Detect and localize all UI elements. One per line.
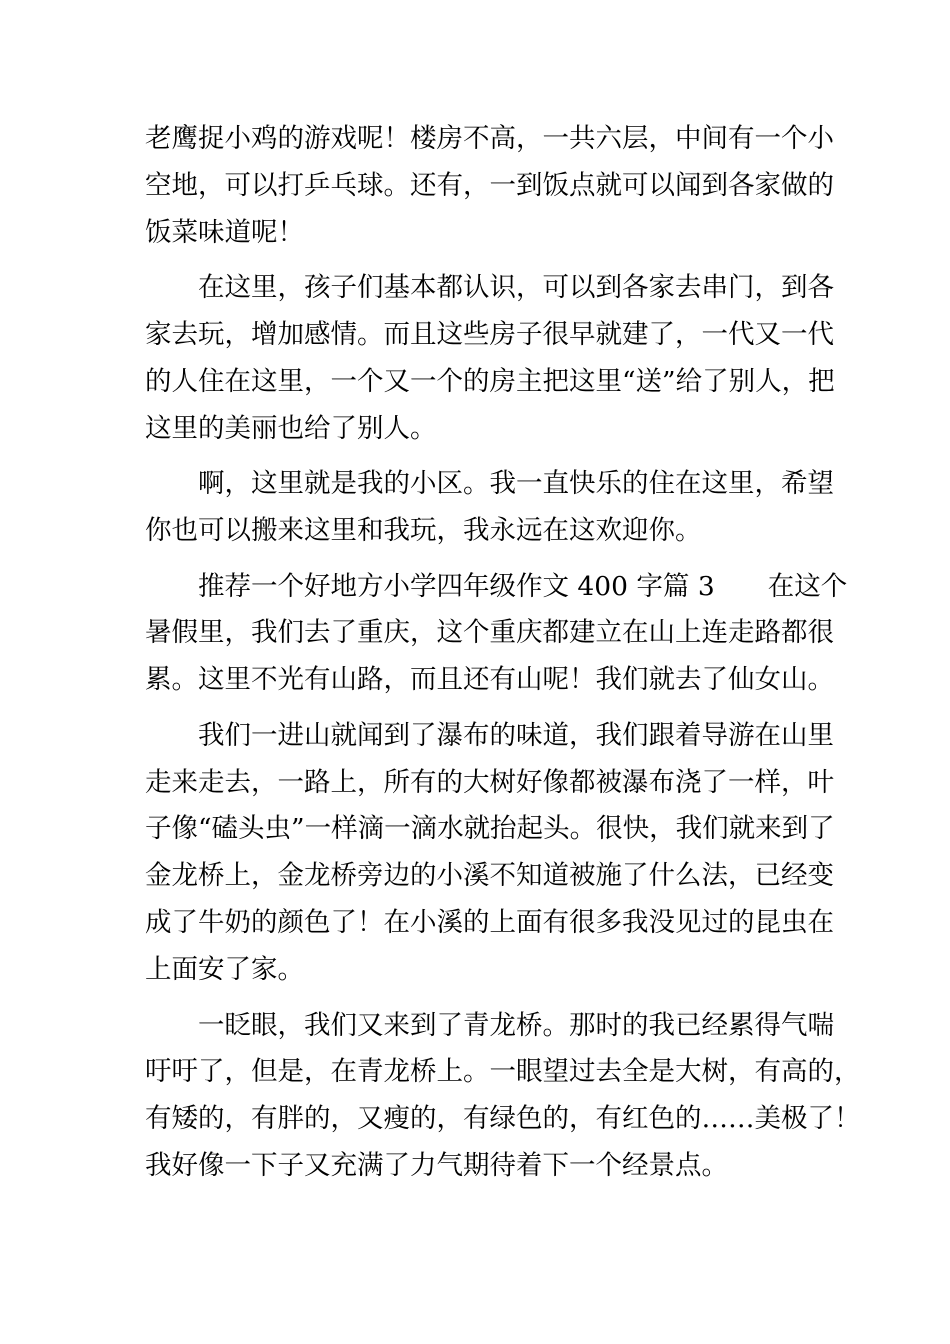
paragraph-2	[145, 265, 835, 453]
text-line: 一眨眼，我们又来到了青龙桥。那时的我已经累得气喘	[198, 1009, 834, 1041]
text-line: 吁吁了，但是，在青龙桥上。一眼望过去全是大树，有高的，	[145, 1056, 861, 1088]
text-line: 饭菜味道呢！	[145, 216, 304, 248]
text-line: 你也可以搬来这里和我玩，我永远在这欢迎你。	[145, 515, 702, 547]
paragraph-5	[145, 713, 835, 994]
text-line: 成了牛奶的颜色了！在小溪的上面有很多我没见过的昆虫在	[145, 907, 834, 939]
text-line: 我们一进山就闻到了瀑布的味道，我们跟着导游在山里	[198, 719, 834, 751]
text-line: 在这里，孩子们基本都认识，可以到各家去串门，到各	[198, 272, 834, 304]
text-line: 子像“磕头虫”一样滴一滴水就抬起头。很快，我们就来到了	[145, 813, 835, 845]
text-line: 的人住在这里，一个又一个的房主把这里“送”给了别人，把	[145, 365, 835, 397]
paragraph-1	[145, 116, 834, 257]
paragraph-3	[145, 461, 834, 555]
text-line: 家去玩，增加感情。而且这些房子很早就建了，一代又一代	[145, 319, 834, 351]
paragraph-6	[145, 1003, 861, 1191]
text-line: 暑假里，我们去了重庆，这个重庆都建立在山上连走路都很	[145, 617, 834, 649]
text-line: 老鹰捉小鸡的游戏呢！楼房不高，一共六层，中间有一个小	[145, 123, 834, 154]
text-line: 我好像一下子又充满了力气期待着下一个经景点。	[145, 1150, 728, 1182]
text-line: 推荐一个好地方小学四年级作文 400 字篇 3 在这个	[198, 570, 848, 602]
text-line: 有矮的，有胖的，又瘦的，有绿色的，有红色的……美极了！	[145, 1103, 861, 1135]
text-line: 累。这里不光有山路，而且还有山呢！我们就去了仙女山。	[145, 664, 834, 696]
text-line: 空地，可以打乒乓球。还有，一到饭点就可以闻到各家做的	[145, 169, 834, 201]
text-line: 上面安了家。	[145, 954, 304, 986]
text-line: 走来走去，一路上，所有的大树好像都被瀑布浇了一样，叶	[145, 766, 834, 798]
text-line: 金龙桥上，金龙桥旁边的小溪不知道被施了什么法，已经变	[145, 860, 834, 892]
text-line: 啊，这里就是我的小区。我一直快乐的住在这里，希望	[198, 468, 834, 500]
text-line: 这里的美丽也给了别人。	[145, 412, 437, 444]
document-body	[145, 116, 861, 1190]
paragraph-4	[145, 564, 848, 705]
